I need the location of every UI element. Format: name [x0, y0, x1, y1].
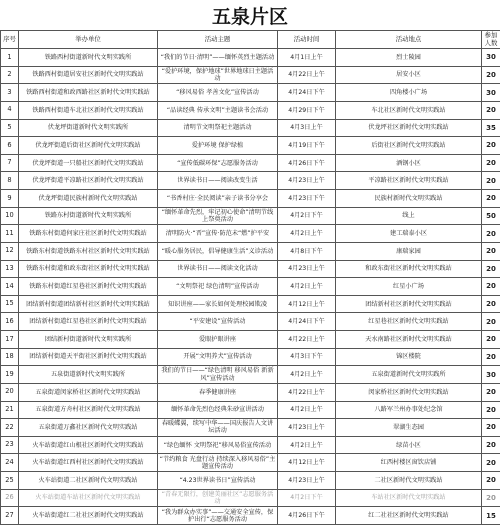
theme-cell: “绿色缅怀 文明祭祀”移风易俗宣传活动: [158, 436, 278, 454]
organizer-cell: 五泉街道万鑫社区新时代文明实践站: [19, 419, 158, 437]
count-cell: 20: [482, 419, 500, 437]
time-cell: 4月23日上午: [278, 419, 336, 437]
organizer-cell: 火车站街道二社区新时代文明实践站: [19, 472, 158, 490]
place-cell: 红星小广场: [336, 278, 482, 296]
table-row: [1, 154, 500, 172]
table-header-row: [1, 31, 500, 49]
place-cell: 闵家桥社区新时代文明实践站: [336, 383, 482, 401]
time-cell: 4月24日下午: [278, 84, 336, 102]
count-cell: 30: [482, 49, 500, 67]
seq-cell: 8: [1, 172, 19, 190]
seq-cell: 27: [1, 507, 19, 525]
organizer-cell: 铁路西村街道新时代文明实践所: [19, 49, 158, 67]
time-cell: 4月1日上午: [278, 49, 336, 67]
theme-cell: 春暖蝶翼，续写中华——国庆报告人文讲坛活动: [158, 419, 278, 437]
organizer-cell: 团结新村街道红星巷社区新时代文明实践站: [19, 313, 158, 331]
table-row: [1, 172, 500, 190]
theme-cell: “文明祭祀 绿色清明”宣传活动: [158, 278, 278, 296]
theme-cell: “青春无限行，创建美丽社区”志愿服务活动: [158, 489, 278, 507]
count-cell: 20: [482, 242, 500, 260]
table-row: [1, 331, 500, 349]
organizer-cell: 团结新村街道团结新村社区新时代文明实践站: [19, 295, 158, 313]
count-cell: 20: [482, 295, 500, 313]
theme-cell: 知识讲座——家长如何处理校园欺凌: [158, 295, 278, 313]
place-cell: 康瑞家园: [336, 242, 482, 260]
count-cell: 20: [482, 401, 500, 419]
time-cell: 4月2日上午: [278, 401, 336, 419]
place-cell: 后街社区新时代文明实践站: [336, 137, 482, 155]
header-place: 活动地点: [336, 31, 482, 49]
organizer-cell: 团结新村街道天平街社区新时代文明实践站: [19, 348, 158, 366]
count-cell: 30: [482, 84, 500, 102]
organizer-cell: 伏龙坪街道新时代文明实践所: [19, 119, 158, 137]
count-cell: 20: [482, 383, 500, 401]
theme-cell: “移风易俗 孝善文化”宣传活动: [158, 84, 278, 102]
place-cell: 车北社区新时代文明实践站: [336, 101, 482, 119]
count-cell: 20: [482, 101, 500, 119]
theme-cell: “4.23世界读书日”宣传活动: [158, 472, 278, 490]
seq-cell: 7: [1, 154, 19, 172]
table-body: [1, 49, 500, 525]
organizer-cell: 铁路西村街道居安社区新时代文明实践站: [19, 66, 158, 84]
table-row: [1, 419, 500, 437]
organizer-cell: 伏龙坪街道一只船社区新时代文明实践站: [19, 154, 158, 172]
count-cell: 20: [482, 154, 500, 172]
count-cell: 15: [482, 507, 500, 525]
theme-cell: 清明防火·“晋”宣传·防范未“燃”护平安: [158, 225, 278, 243]
place-cell: 烈士陵园: [336, 49, 482, 67]
organizer-cell: 铁路东村街道何家庄社区新时代文明实践站: [19, 225, 158, 243]
theme-cell: 缅怀革命先烈色经典朱砂宣讲活动: [158, 401, 278, 419]
seq-cell: 10: [1, 207, 19, 225]
theme-cell: “暖心服务居民，倡导健康生活”义诊活动: [158, 242, 278, 260]
theme-cell: 爱眼护眼讲座: [158, 331, 278, 349]
organizer-cell: 五泉街道方舟村社区新时代文明实践站: [19, 401, 158, 419]
time-cell: 4月22日上午: [278, 383, 336, 401]
organizer-cell: 五泉街道新时代文明实践所: [19, 366, 158, 384]
organizer-cell: 火车站街道车站社区新时代文明实践站: [19, 489, 158, 507]
seq-cell: 26: [1, 489, 19, 507]
time-cell: 4月23日下午: [278, 190, 336, 208]
count-cell: 20: [482, 278, 500, 296]
count-cell: 20: [482, 454, 500, 472]
theme-cell: “节约粮食 光盘行动 持续深入移风易俗”主题宣传活动: [158, 454, 278, 472]
page-title: 五泉片区: [211, 5, 288, 28]
time-cell: 4月8日下午: [278, 242, 336, 260]
seq-cell: 14: [1, 278, 19, 296]
table-row: [1, 489, 500, 507]
theme-cell: 春季健康讲座: [158, 383, 278, 401]
table-row: [1, 137, 500, 155]
table-row: [1, 383, 500, 401]
count-cell: 20: [482, 260, 500, 278]
place-cell: 红二社社区新时代文明实践站: [336, 507, 482, 525]
count-cell: 20: [482, 66, 500, 84]
theme-cell: “平安建设”宣传活动: [158, 313, 278, 331]
theme-cell: 世界读书日——阅读文化活动: [158, 260, 278, 278]
table-row: [1, 207, 500, 225]
place-cell: 锦区楼院: [336, 348, 482, 366]
organizer-cell: 铁路东村街道铁路东村社区新时代文明实践站: [19, 242, 158, 260]
table-row: [1, 66, 500, 84]
count-cell: 20: [482, 172, 500, 190]
place-cell: 天水南路社区新时代文明实践站: [336, 331, 482, 349]
time-cell: 4月22日上午: [278, 331, 336, 349]
table-row: [1, 313, 500, 331]
place-cell: 居安小区: [336, 66, 482, 84]
seq-cell: 20: [1, 383, 19, 401]
place-cell: 八路军兰州办事处纪念馆: [336, 401, 482, 419]
seq-cell: 18: [1, 348, 19, 366]
time-cell: 4月23日上午: [278, 260, 336, 278]
table-row: [1, 260, 500, 278]
seq-cell: 1: [1, 49, 19, 67]
table-row: [1, 348, 500, 366]
seq-cell: 25: [1, 472, 19, 490]
header-theme: 活动主题: [158, 31, 278, 49]
place-cell: 二社区新时代文明实践站: [336, 472, 482, 490]
header-count: 参加人数: [482, 31, 500, 49]
table-row: [1, 401, 500, 419]
place-cell: 酒钢小区: [336, 154, 482, 172]
seq-cell: 23: [1, 436, 19, 454]
header-organizer: 举办单位: [19, 31, 158, 49]
organizer-cell: 铁路东村街道新时代文明实践所: [19, 207, 158, 225]
table-row: [1, 454, 500, 472]
organizer-cell: 铁路西村街道车北社区新时代文明实践站: [19, 101, 158, 119]
organizer-cell: 伏龙坪街道后街社区新时代文明实践站: [19, 137, 158, 155]
header-time: 活动时间: [278, 31, 336, 49]
organizer-cell: 火车站街道红山根社区新时代文明实践站: [19, 436, 158, 454]
seq-cell: 15: [1, 295, 19, 313]
place-cell: 和政东街社区新时代文明实践站: [336, 260, 482, 278]
time-cell: 4月3日下午: [278, 348, 336, 366]
table-row: [1, 101, 500, 119]
theme-cell: 爱护环境 保护绿植: [158, 137, 278, 155]
table-row: [1, 242, 500, 260]
count-cell: 20: [482, 190, 500, 208]
seq-cell: 2: [1, 66, 19, 84]
organizer-cell: 伏龙坪街道平凉路社区新时代文明实践站: [19, 172, 158, 190]
place-cell: 车站社区新时代文明实践站: [336, 489, 482, 507]
time-cell: 4月29日下午: [278, 101, 336, 119]
table-row: [1, 49, 500, 67]
table-row: [1, 190, 500, 208]
count-cell: 20: [482, 348, 500, 366]
time-cell: 4月22日上午: [278, 66, 336, 84]
count-cell: 35: [482, 119, 500, 137]
organizer-cell: 五泉街道闵家桥社区新时代文明实践站: [19, 383, 158, 401]
table-row: [1, 225, 500, 243]
place-cell: 五泉街道新时代文明实践所: [336, 366, 482, 384]
theme-cell: 我们的节日——“绿色清明 移风易俗 新新风”宣传活动: [158, 366, 278, 384]
time-cell: 4月26日下午: [278, 154, 336, 172]
organizer-cell: 铁路东村街道和政东街社区新时代文明实践站: [19, 260, 158, 278]
table-row: [1, 366, 500, 384]
table-row: [1, 119, 500, 137]
organizer-cell: 团结新村街道新时代文明实践所: [19, 331, 158, 349]
seq-cell: 12: [1, 242, 19, 260]
count-cell: 20: [482, 225, 500, 243]
time-cell: 4月2日上午: [278, 225, 336, 243]
count-cell: 20: [482, 472, 500, 490]
seq-cell: 13: [1, 260, 19, 278]
place-cell: 民族村新时代文明实践站: [336, 190, 482, 208]
place-cell: 红西村楼区窗饮店铺: [336, 454, 482, 472]
organizer-cell: 火车站街道红西村社区新时代文明实践站: [19, 454, 158, 472]
time-cell: 4月19日下午: [278, 137, 336, 155]
place-cell: 平凉路社区新时代文明实践站: [336, 172, 482, 190]
place-cell: 伏龙坪社区新时代文明实践站: [336, 119, 482, 137]
seq-cell: 24: [1, 454, 19, 472]
time-cell: 4月12日上午: [278, 454, 336, 472]
time-cell: 4月23日上午: [278, 172, 336, 190]
seq-cell: 3: [1, 84, 19, 102]
theme-cell: “书香村庄·全民阅读”亲子读书分享会: [158, 190, 278, 208]
theme-cell: “我们的节日·清明”——缅怀英烈主题活动: [158, 49, 278, 67]
count-cell: 20: [482, 313, 500, 331]
theme-cell: “宣传低碳环保”志愿服务活动: [158, 154, 278, 172]
organizer-cell: 火车站街道红二社社区新时代文明实践站: [19, 507, 158, 525]
activity-table: [0, 30, 500, 525]
count-cell: 20: [482, 489, 500, 507]
table-row: [1, 84, 500, 102]
theme-cell: 清明节文明祭祀主题活动: [158, 119, 278, 137]
seq-cell: 22: [1, 419, 19, 437]
seq-cell: 21: [1, 401, 19, 419]
table-row: [1, 278, 500, 296]
place-cell: 绿苗小区: [336, 436, 482, 454]
seq-cell: 19: [1, 366, 19, 384]
time-cell: 4月12日上午: [278, 295, 336, 313]
theme-cell: “我为群众办实事”——交通安全宣传，保护出行“志愿服务活动: [158, 507, 278, 525]
table-row: [1, 436, 500, 454]
time-cell: 4月2日上午: [278, 366, 336, 384]
place-cell: 四角楼小广场: [336, 84, 482, 102]
time-cell: 4月24日下午: [278, 313, 336, 331]
table-row: [1, 295, 500, 313]
seq-cell: 11: [1, 225, 19, 243]
time-cell: 4月26日下午: [278, 507, 336, 525]
theme-cell: 世界读书日——阅读改变生活: [158, 172, 278, 190]
seq-cell: 9: [1, 190, 19, 208]
time-cell: 4月2日上午: [278, 436, 336, 454]
seq-cell: 16: [1, 313, 19, 331]
place-cell: 翠湖生态园: [336, 419, 482, 437]
place-cell: 建工瑞泰小区: [336, 225, 482, 243]
time-cell: 4月23日上午: [278, 472, 336, 490]
time-cell: 4月3日上午: [278, 119, 336, 137]
header-seq: 序号: [1, 31, 19, 49]
time-cell: 4月2日上午: [278, 278, 336, 296]
place-cell: 团结新村社区新时代文明实践站: [336, 295, 482, 313]
count-cell: 20: [482, 436, 500, 454]
count-cell: 20: [482, 331, 500, 349]
theme-cell: “品读经典 传承文明”主题读书会活动: [158, 101, 278, 119]
organizer-cell: 伏龙坪街道民族村新时代文明实践站: [19, 190, 158, 208]
count-cell: 30: [482, 366, 500, 384]
time-cell: 4月2日下午: [278, 489, 336, 507]
time-cell: 4月2日下午: [278, 207, 336, 225]
count-cell: 50: [482, 207, 500, 225]
organizer-cell: 铁路西村街道和政西路社区新时代文明实践站: [19, 84, 158, 102]
organizer-cell: 铁路东村街道红星巷社区新时代文明实践站: [19, 278, 158, 296]
place-cell: 红星巷社区新时代文明实践站: [336, 313, 482, 331]
seq-cell: 4: [1, 101, 19, 119]
place-cell: 线上: [336, 207, 482, 225]
theme-cell: “爱护环境，保护地球”世界地球日主题活动: [158, 66, 278, 84]
table-row: [1, 507, 500, 525]
seq-cell: 6: [1, 137, 19, 155]
seq-cell: 17: [1, 331, 19, 349]
table-row: [1, 472, 500, 490]
seq-cell: 5: [1, 119, 19, 137]
theme-cell: “缅怀革命先烈，牢记初心使命”清明节线上祭奠活动: [158, 207, 278, 225]
theme-cell: 开展“文明养犬”宣传活动: [158, 348, 278, 366]
count-cell: 20: [482, 137, 500, 155]
